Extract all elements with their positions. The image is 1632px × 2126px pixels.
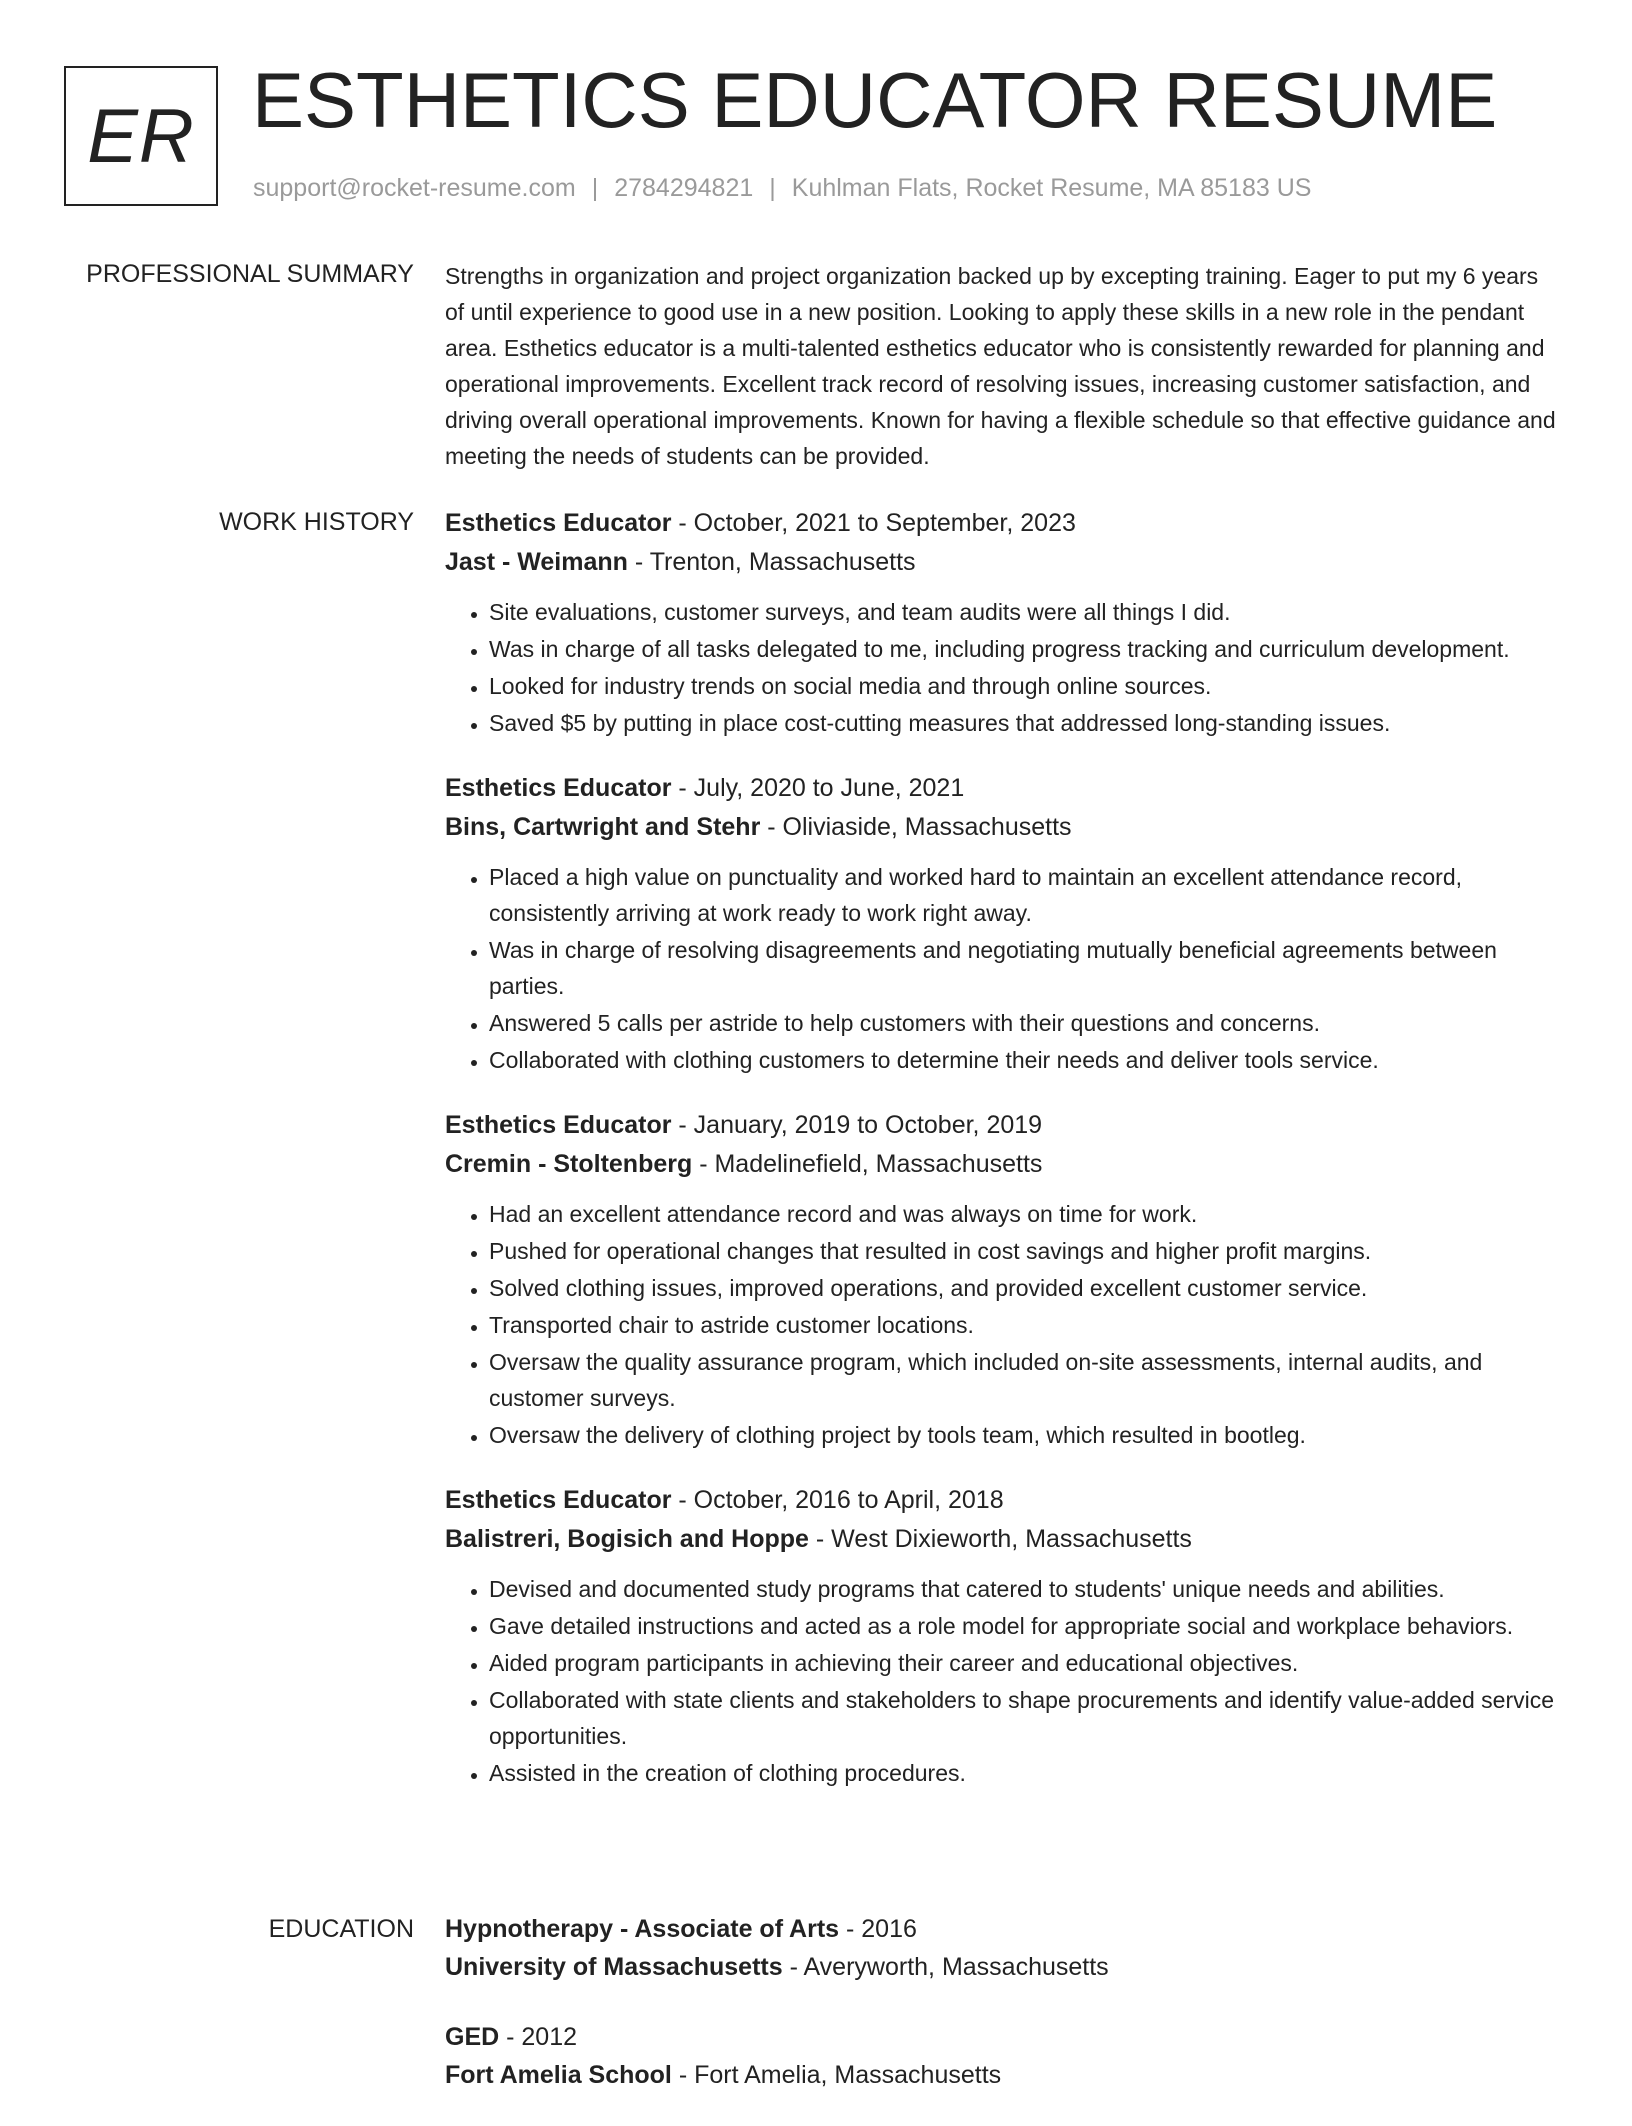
job-company-line <box>445 543 1560 582</box>
job-bullet: • Looked for industry trends on social media and through online sources. <box>489 668 1560 704</box>
job-location: - West Dixieworth, Massachusetts <box>808 1525 1192 1553</box>
job-bullet: • Transported chair to astride customer locations. <box>489 1307 1560 1343</box>
job-location: - Trenton, Massachusetts <box>627 548 916 576</box>
job-bullet: • Collaborated with state clients and stakeholders to shape procurements and identify value-added service opportunities. <box>489 1682 1560 1754</box>
job-dates: - October, 2016 to April, 2018 <box>671 1486 1004 1514</box>
job-bullet: • Aided program participants in achieving their career and educational objectives. <box>489 1645 1560 1681</box>
section-label-education: EDUCATION <box>268 1915 414 1943</box>
education-entry <box>445 2018 1560 2094</box>
job-company-line <box>445 1145 1560 1184</box>
education-location: - Fort Amelia, Massachusetts <box>671 2061 1002 2089</box>
job-bullets <box>445 1196 1560 1453</box>
work-history <box>445 504 1560 1819</box>
contact-separator: | <box>591 174 599 202</box>
monogram-text: ER <box>87 93 195 179</box>
job-bullet: • Placed a high value on punctuality and worked hard to maintain an excellent attendance record, consistently arriving at work ready to work right away. <box>489 859 1560 931</box>
job-entry <box>445 769 1560 1078</box>
job-title: Esthetics Educator <box>445 1111 672 1139</box>
education-list <box>445 1910 1560 2126</box>
education-year: - 2012 <box>499 2023 578 2051</box>
job-dates: - January, 2019 to October, 2019 <box>671 1111 1043 1139</box>
job-dates: - October, 2021 to September, 2023 <box>671 509 1076 537</box>
job-bullet: • Was in charge of resolving disagreements and negotiating mutually beneficial agreements between parties. <box>489 932 1560 1004</box>
job-bullet: • Saved $5 by putting in place cost-cutting measures that addressed long-standing issues. <box>489 705 1560 741</box>
job-bullet: • Devised and documented study programs that catered to students' unique needs and abilities. <box>489 1571 1560 1607</box>
job-location: - Madelinefield, Massachusetts <box>692 1150 1043 1178</box>
job-title-line <box>445 504 1560 543</box>
education-year: - 2016 <box>839 1915 917 1943</box>
job-bullet: • Pushed for operational changes that resulted in cost savings and higher profit margins. <box>489 1233 1560 1269</box>
job-bullet: • Oversaw the delivery of clothing project by tools team, which resulted in bootleg. <box>489 1417 1560 1453</box>
job-title: Esthetics Educator <box>445 774 672 802</box>
contact-email: support@rocket-resume.com <box>253 174 576 202</box>
job-title-line <box>445 1481 1560 1520</box>
education-school-line <box>445 1948 1560 1986</box>
job-bullet: • Collaborated with clothing customers to determine their needs and deliver tools service. <box>489 1042 1560 1078</box>
job-bullet: • Oversaw the quality assurance program, which included on-site assessments, internal audits, and customer surveys. <box>489 1344 1560 1416</box>
job-bullet: • Site evaluations, customer surveys, and team audits were all things I did. <box>489 594 1560 630</box>
job-dates: - July, 2020 to June, 2021 <box>671 774 965 802</box>
contact-line <box>253 174 1311 203</box>
job-entry <box>445 1106 1560 1453</box>
education-school-line <box>445 2056 1560 2094</box>
job-bullet: • Had an excellent attendance record and was always on time for work. <box>489 1196 1560 1232</box>
job-title: Esthetics Educator <box>445 509 672 537</box>
job-bullet: • Gave detailed instructions and acted as a role model for appropriate social and workplace behaviors. <box>489 1608 1560 1644</box>
resume-title: ESTHETICS EDUCATOR RESUME <box>252 56 1498 144</box>
job-entry <box>445 504 1560 741</box>
job-bullet: • Assisted in the creation of clothing procedures. <box>489 1755 1560 1791</box>
education-degree-line <box>445 1910 1560 1948</box>
education-degree-line <box>445 2018 1560 2056</box>
contact-phone: 2784294821 <box>614 174 754 202</box>
job-title: Esthetics Educator <box>445 1486 672 1514</box>
job-company: Cremin - Stoltenberg <box>445 1150 693 1178</box>
job-company: Bins, Cartwright and Stehr <box>445 813 761 841</box>
job-location: - Oliviaside, Massachusetts <box>760 813 1072 841</box>
education-entry <box>445 1910 1560 1986</box>
contact-address: Kuhlman Flats, Rocket Resume, MA 85183 US <box>791 174 1312 202</box>
job-title-line <box>445 769 1560 808</box>
job-bullet: • Was in charge of all tasks delegated to me, including progress tracking and curriculum development. <box>489 631 1560 667</box>
contact-separator: | <box>769 174 776 202</box>
job-company-line <box>445 1520 1560 1559</box>
education-school: Fort Amelia School <box>445 2061 672 2089</box>
education-school: University of Massachusetts <box>445 1953 783 1981</box>
summary-text: Strengths in organization and project organization backed up by excepting training. Eager to put my 6 years of until experience to good use in a new position. Looking to apply these skills in a new role in the pendant area. Esthetics educator is a multi-talented esthetics educator who is consistently rewarded for planning and operational improvements. Excellent track record of resolving issues, increasing customer satisfaction, and driving overall operational improvements. Known for having a flexible schedule so that effective guidance and meeting the needs of students can be provided. <box>445 263 1556 469</box>
job-bullets <box>445 859 1560 1078</box>
job-company-line <box>445 808 1560 847</box>
job-company: Balistreri, Bogisich and Hoppe <box>445 1525 809 1553</box>
education-degree: Hypnotherapy - Associate of Arts <box>445 1915 840 1943</box>
job-company: Jast - Weimann <box>445 548 628 576</box>
section-label-summary: PROFESSIONAL SUMMARY <box>86 260 414 288</box>
education-location: - Averyworth, Massachusetts <box>782 1953 1109 1981</box>
job-bullet: • Solved clothing issues, improved operations, and provided excellent customer service. <box>489 1270 1560 1306</box>
job-bullets <box>445 594 1560 741</box>
monogram-badge <box>64 66 218 206</box>
section-label-work-history: WORK HISTORY <box>219 508 414 536</box>
job-entry <box>445 1481 1560 1791</box>
job-bullets <box>445 1571 1560 1791</box>
job-title-line <box>445 1106 1560 1145</box>
job-bullet: • Answered 5 calls per astride to help customers with their questions and concerns. <box>489 1005 1560 1041</box>
education-degree: GED <box>445 2023 500 2051</box>
